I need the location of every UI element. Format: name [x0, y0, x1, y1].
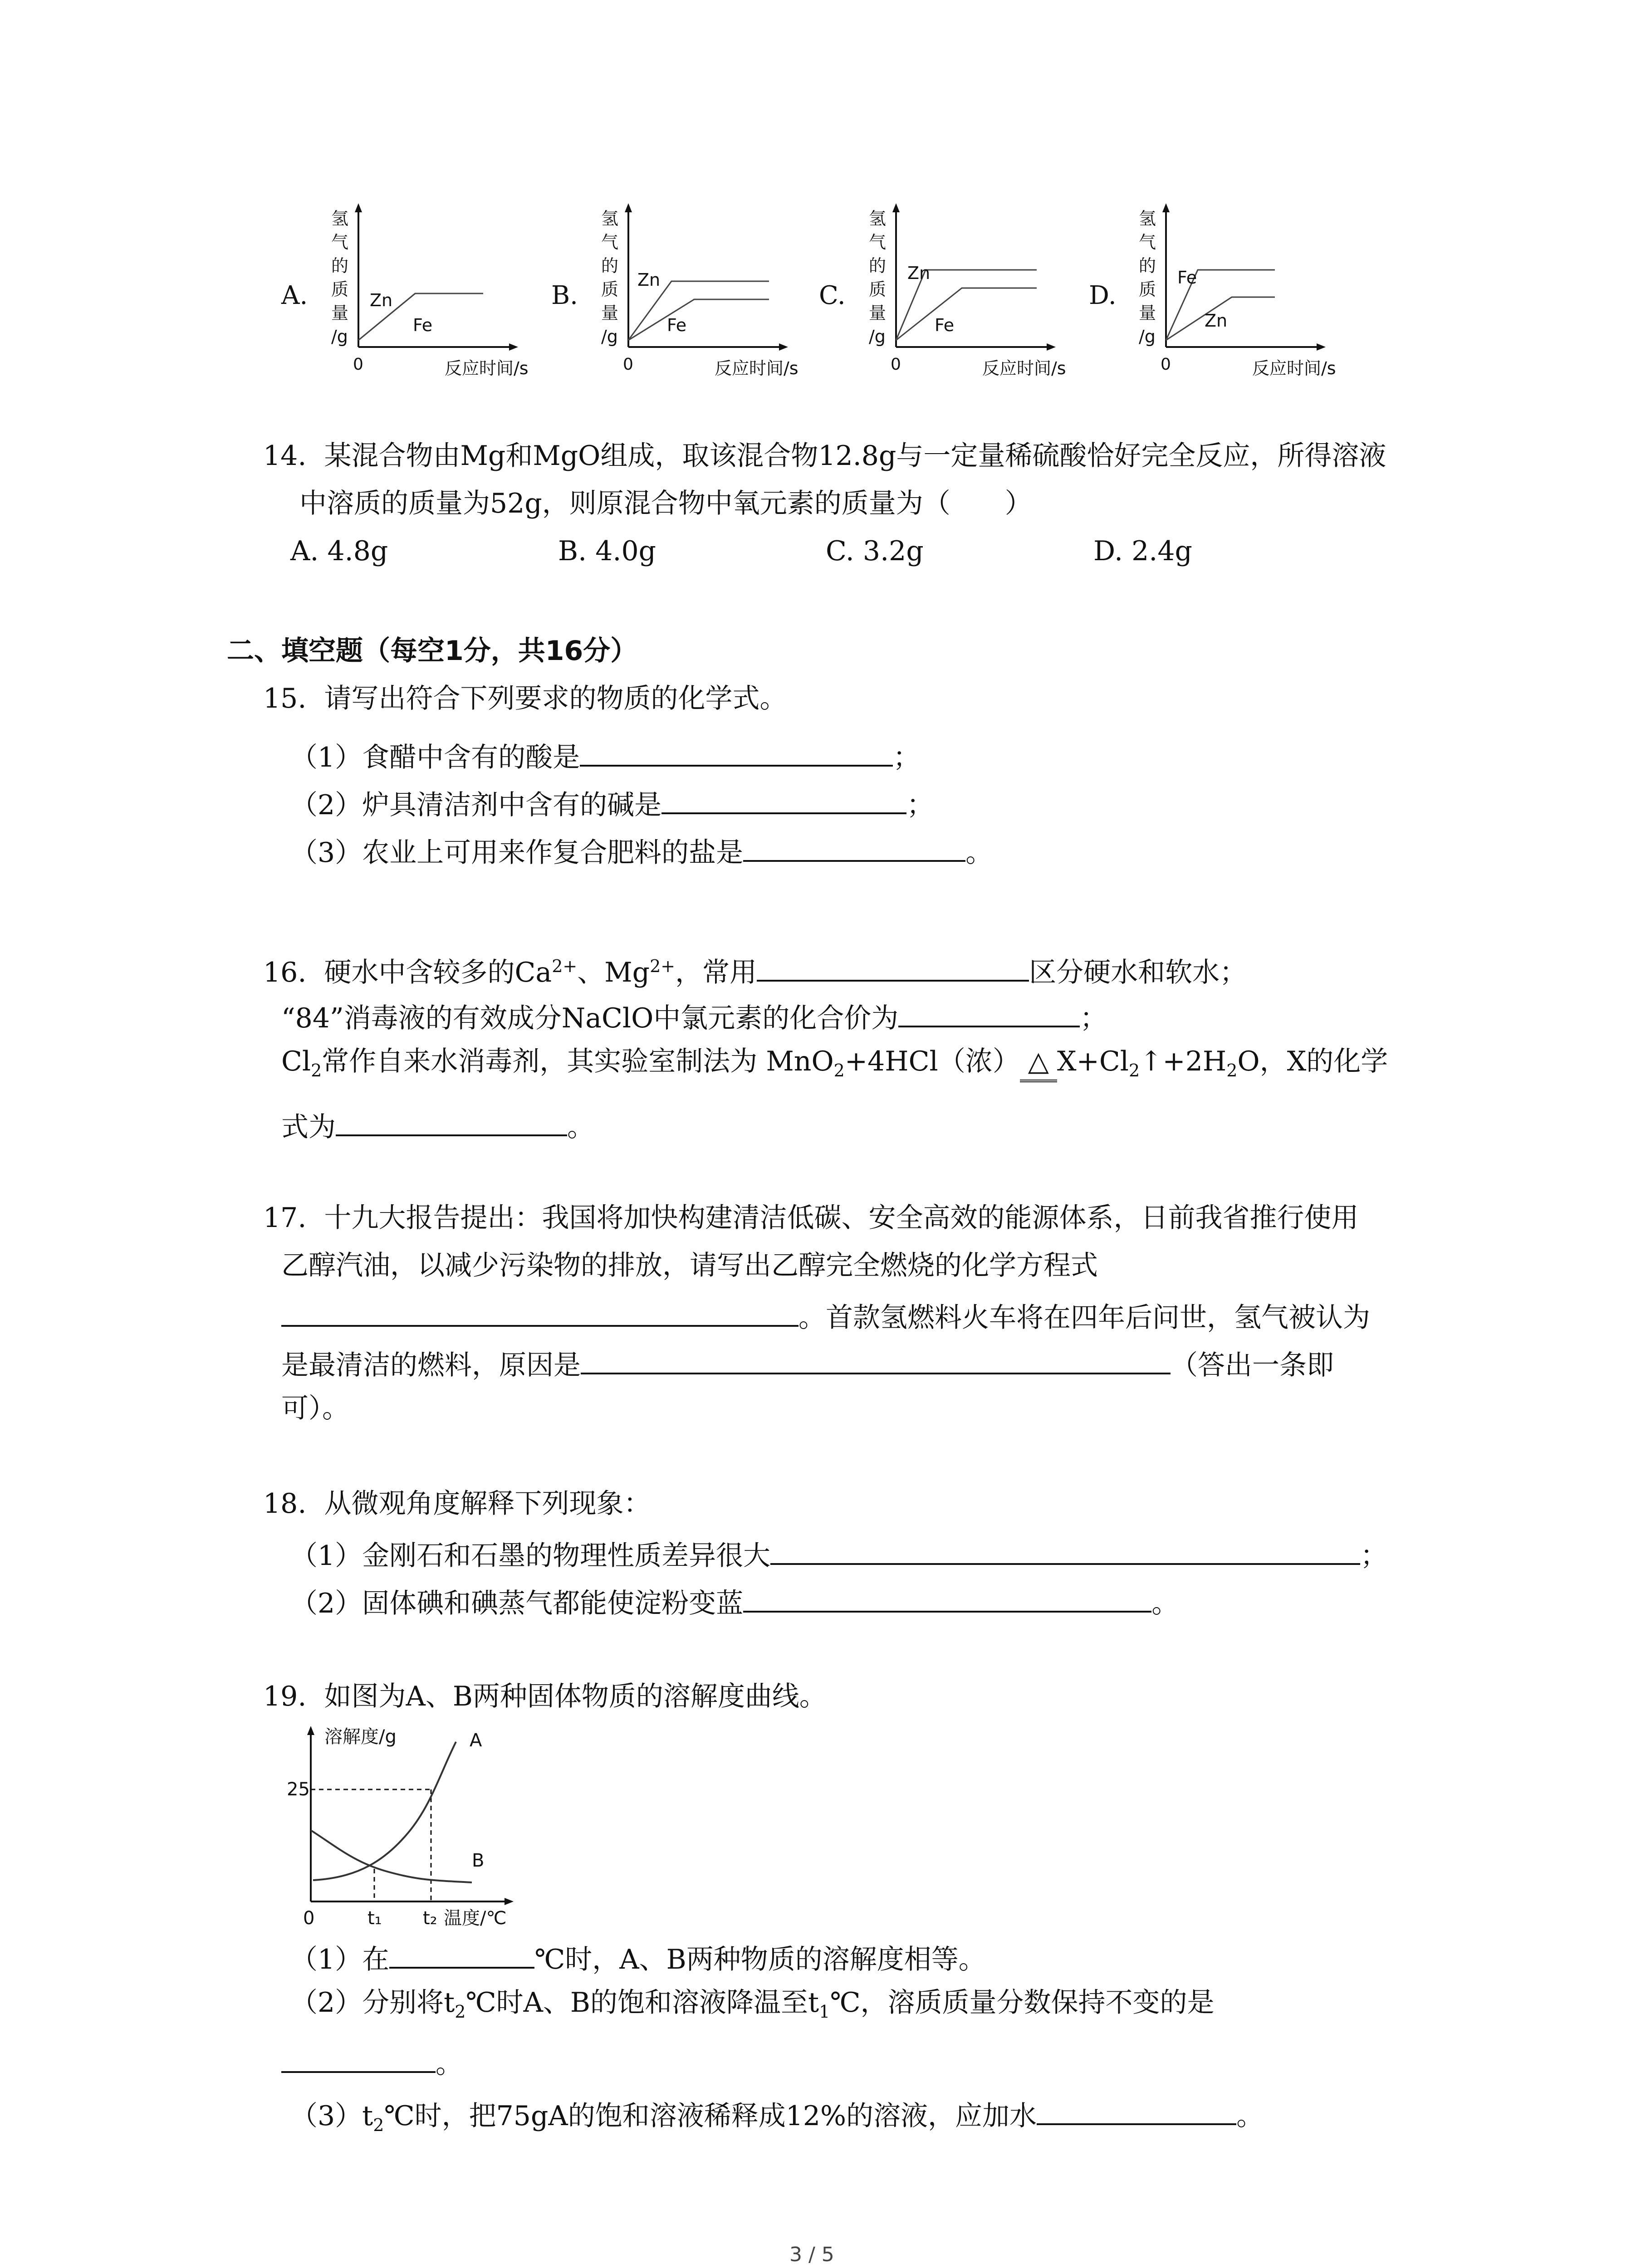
x-axis-arrow — [505, 1898, 514, 1905]
q13-y-label-char: 气 — [331, 232, 349, 252]
q13-y-label-char: /g — [601, 327, 618, 347]
q19-part2 — [290, 1984, 1214, 2030]
q13-x-axis-label: 反应时间/s — [1252, 358, 1336, 378]
q13-x-axis-label: 反应时间/s — [715, 358, 798, 378]
heating-delta-symbol: △ — [1020, 1043, 1057, 1082]
curve-b-label: B — [472, 1850, 485, 1871]
q15-part2-text: （2）炉具清洁剂中含有的碱是 — [290, 789, 662, 821]
q15-stem: 请写出符合下列要求的物质的化学式。 — [324, 683, 787, 714]
q15-part3-text: （3）农业上可用来作复合肥料的盐是 — [290, 837, 744, 869]
q16-l1d: 区分硬水和软水； — [1029, 957, 1247, 988]
q16-number: 16. — [263, 957, 307, 988]
q19-sub1: 2 — [455, 2002, 466, 2022]
q16-line4 — [281, 1105, 594, 1145]
q13-y-label-char: 气 — [869, 232, 887, 252]
q18-part2-end: 。 — [1151, 1588, 1179, 1619]
q13-y-axis-arrow — [625, 203, 632, 212]
q13-y-label-char: 氢 — [331, 209, 349, 229]
q18-part2 — [290, 1581, 1179, 1622]
q13-x-axis-arrow — [509, 343, 518, 351]
q14-stem-1: 某混合物由Mg和MgO组成，取该混合物12.8g与一定量稀硫酸恰好完全反应，所得溶液 — [324, 440, 1386, 472]
q13-y-label-char: /g — [869, 327, 886, 347]
q16-sup1: 2+ — [552, 956, 578, 976]
q13-origin: 0 — [1161, 355, 1171, 374]
q18-part1-end: ； — [1360, 1540, 1388, 1572]
q15-part2 — [290, 782, 934, 823]
q13-y-label-char: 质 — [1139, 279, 1156, 299]
q16-line3 — [281, 1043, 1388, 1089]
q13-option-a-label: A. — [281, 281, 308, 310]
q17-blank-1[interactable] — [281, 1295, 798, 1327]
q19-line — [263, 1678, 827, 1715]
q15-blank-1[interactable] — [580, 735, 893, 767]
q13-x-axis-arrow — [779, 343, 788, 351]
q13-lower-line-label: Fe — [413, 315, 433, 335]
q19-part3-b: ℃时，把75gA的饱和溶液稀释成12%的溶液，应加水 — [384, 2100, 1037, 2132]
q19-part2-cont — [281, 2041, 463, 2082]
q13-origin: 0 — [623, 355, 633, 374]
q18-part1 — [290, 1533, 1387, 1574]
q17-line4 — [281, 1343, 1334, 1383]
solubility-chart-svg — [281, 1724, 535, 1928]
x-tick-t2: t₂ — [423, 1908, 437, 1928]
q13-upper-line-label: Zn — [637, 270, 661, 290]
q15-line — [263, 680, 787, 717]
q18-line — [263, 1486, 651, 1522]
q15-part1-text: （1）食醋中含有的酸是 — [290, 742, 580, 773]
q16-l3e: ↑+2H — [1140, 1046, 1227, 1077]
q13-y-label-char: /g — [1139, 327, 1156, 347]
q13-y-axis-arrow — [355, 203, 362, 212]
curve-a — [313, 1742, 456, 1880]
q14-number: 14. — [263, 440, 307, 472]
q13-lower-line-label: Zn — [1205, 311, 1228, 331]
q13-origin: 0 — [891, 355, 901, 374]
q16-l3f: O，X的化学 — [1237, 1046, 1388, 1077]
q16-sup2: 2+ — [650, 956, 676, 976]
q13-upper-line — [628, 281, 769, 340]
q19-stem: 如图为A、B两种固体物质的溶解度曲线。 — [324, 1681, 827, 1712]
q19-part2-b: ℃时A、B的饱和溶液降温至t — [465, 1987, 819, 2019]
q16-l4a: 式为 — [281, 1111, 336, 1143]
q16-l1a: 硬水中含较多的Ca — [324, 957, 552, 988]
section-2-title: 二、填空题（每空1分，共16分） — [227, 635, 638, 667]
page-number: 3 / 5 — [789, 2243, 834, 2266]
q13-y-axis-arrow — [1162, 203, 1170, 212]
q16-line2 — [281, 996, 1107, 1036]
x-axis-label: 温度/℃ — [444, 1908, 507, 1928]
q15-part3 — [290, 830, 993, 871]
y-axis-label: 溶解度/g — [324, 1726, 397, 1747]
q16-blank-3[interactable] — [336, 1105, 567, 1136]
q18-part2-text: （2）固体碘和碘蒸气都能使淀粉变蓝 — [290, 1588, 744, 1619]
q18-blank-2[interactable] — [743, 1581, 1151, 1613]
q16-l2b: ； — [1080, 1002, 1107, 1034]
q17-line3 — [281, 1295, 1370, 1336]
q15-part3-end: 。 — [965, 837, 993, 869]
q13-y-label-char: /g — [331, 327, 348, 347]
q13-y-label-char: 氢 — [1139, 209, 1156, 229]
q13-x-axis-label: 反应时间/s — [445, 358, 529, 378]
q18-number: 18. — [263, 1488, 307, 1520]
q13-y-label-char: 质 — [869, 279, 887, 299]
q14-option-d: D. 2.4g — [1093, 535, 1192, 567]
q18-blank-1[interactable] — [770, 1533, 1360, 1565]
q14-option-a: A. 4.8g — [290, 535, 388, 567]
q19-part2-end: 。 — [436, 2048, 463, 2080]
q13-upper-line-label: Zn — [370, 290, 393, 310]
q13-x-axis-arrow — [1047, 343, 1056, 351]
q13-y-label-char: 氢 — [869, 209, 887, 229]
q13-option-c-label: C. — [819, 281, 846, 310]
q19-part3-end: 。 — [1236, 2100, 1264, 2132]
q13-y-label-char: 质 — [601, 279, 619, 299]
q17-l4a: 是最清洁的燃料，原因是 — [281, 1349, 581, 1381]
q17-number: 17. — [263, 1202, 307, 1234]
q17-line1 — [263, 1200, 1359, 1236]
q19-part2-a: （2）分别将t — [290, 1987, 455, 2019]
q13-y-label-char: 的 — [331, 256, 349, 276]
q16-sub3: 2 — [1128, 1061, 1140, 1080]
x-tick-t1: t₁ — [367, 1908, 382, 1928]
q13-graph-svg — [0, 200, 1641, 395]
q13-y-label-char: 量 — [869, 303, 887, 323]
q17-l4b: （答出一条即 — [1171, 1349, 1334, 1381]
q19-sub3: 2 — [373, 2115, 384, 2135]
q16-sub2: 2 — [833, 1061, 845, 1080]
q16-sub4: 2 — [1226, 1061, 1238, 1080]
q19-part1 — [290, 1937, 986, 1978]
q13-upper-line-label: Fe — [1177, 268, 1197, 288]
q14-line1 — [263, 438, 1386, 474]
origin-label: 0 — [303, 1908, 315, 1928]
q13-lower-line — [628, 299, 769, 340]
q19-part2-c: ℃，溶质质量分数保持不变的是 — [830, 1987, 1215, 2019]
q16-l3b: 常作自来水消毒剂，其实验室制法为 MnO — [322, 1046, 834, 1077]
q13-option-b-label: B. — [551, 281, 578, 310]
q14-option-b: B. 4.0g — [558, 535, 656, 567]
q14-line2: 中溶质的质量为52g，则原混合物中氧元素的质量为（ ） — [299, 488, 1032, 519]
q13-y-axis-arrow — [892, 203, 900, 212]
y-tick-25: 25 — [287, 1779, 310, 1800]
q17-l1: 十九大报告提出：我国将加快构建清洁低碳、安全高效的能源体系，日前我省推行使用 — [324, 1202, 1359, 1234]
q14-option-c: C. 3.2g — [826, 535, 924, 567]
q13-y-label-char: 量 — [601, 303, 619, 323]
q16-l2a: “84”消毒液的有效成分NaClO中氯元素的化合价为 — [281, 1002, 899, 1034]
q16-l1c: ，常用 — [675, 957, 757, 988]
q13-origin: 0 — [353, 355, 363, 374]
q13-graphs — [0, 200, 1641, 395]
q16-sub1: 2 — [311, 1061, 322, 1080]
q19-part1-a: （1）在 — [290, 1944, 390, 1975]
q19-part3 — [290, 2093, 1264, 2143]
q15-blank-3[interactable] — [743, 830, 965, 862]
q16-blank-1[interactable] — [757, 950, 1029, 982]
q16-line1 — [263, 948, 1247, 991]
q16-l3c: +4HCl（浓） — [844, 1046, 1020, 1077]
curve-a-label: A — [470, 1730, 482, 1751]
q16-blank-2[interactable] — [898, 996, 1080, 1027]
q13-y-label-char: 的 — [601, 256, 619, 276]
q13-upper-line-label: Zn — [907, 263, 931, 283]
q13-y-label-char: 质 — [331, 279, 349, 299]
q15-part1-end: ； — [893, 742, 921, 773]
q13-y-label-char: 气 — [601, 232, 619, 252]
solubility-chart — [281, 1724, 535, 1928]
q13-option-d-label: D. — [1089, 281, 1117, 310]
q13-x-axis-label: 反应时间/s — [982, 358, 1066, 378]
q15-blank-2[interactable] — [661, 782, 906, 814]
q18-stem: 从微观角度解释下列现象： — [324, 1488, 651, 1520]
q13-y-label-char: 量 — [1139, 303, 1156, 323]
y-axis-arrow — [307, 1726, 314, 1735]
q16-l3d: X+Cl — [1057, 1046, 1129, 1077]
q13-y-label-char: 量 — [331, 303, 349, 323]
q17-l3: 。首款氢燃料火车将在四年后问世，氢气被认为 — [798, 1302, 1370, 1334]
q19-blank-3[interactable] — [1037, 2093, 1236, 2125]
q16-l3a: Cl — [281, 1046, 311, 1077]
q13-y-label-char: 的 — [1139, 256, 1156, 276]
q19-part3-a: （3）t — [290, 2100, 373, 2132]
q17-line2: 乙醇汽油，以减少污染物的排放，请写出乙醇完全燃烧的化学方程式 — [281, 1250, 1098, 1281]
q13-lower-line-label: Fe — [935, 315, 955, 335]
q19-sub2: 1 — [819, 2002, 830, 2022]
q13-y-label-char: 氢 — [601, 209, 619, 229]
q15-number: 15. — [263, 683, 307, 714]
q13-y-label-char: 的 — [869, 256, 887, 276]
q13-y-label-char: 气 — [1139, 232, 1156, 252]
q17-blank-2[interactable] — [581, 1343, 1171, 1374]
curve-b — [311, 1830, 472, 1882]
q19-part1-b: ℃时，A、B两种物质的溶解度相等。 — [534, 1944, 986, 1975]
q13-x-axis-arrow — [1317, 343, 1326, 351]
q19-number: 19. — [263, 1681, 307, 1712]
q19-blank-2[interactable] — [281, 2041, 436, 2073]
q19-blank-1[interactable] — [389, 1937, 534, 1969]
q15-part2-end: ； — [906, 789, 934, 821]
q15-part1 — [290, 735, 920, 776]
q18-part1-text: （1）金刚石和石墨的物理性质差异很大 — [290, 1540, 771, 1572]
q17-line5: 可）。 — [281, 1393, 349, 1424]
q16-l1b: 、Mg — [577, 957, 650, 988]
q16-l4b: 。 — [567, 1111, 594, 1143]
q13-lower-line-label: Fe — [667, 315, 687, 335]
q13-lower-line — [896, 288, 1037, 340]
